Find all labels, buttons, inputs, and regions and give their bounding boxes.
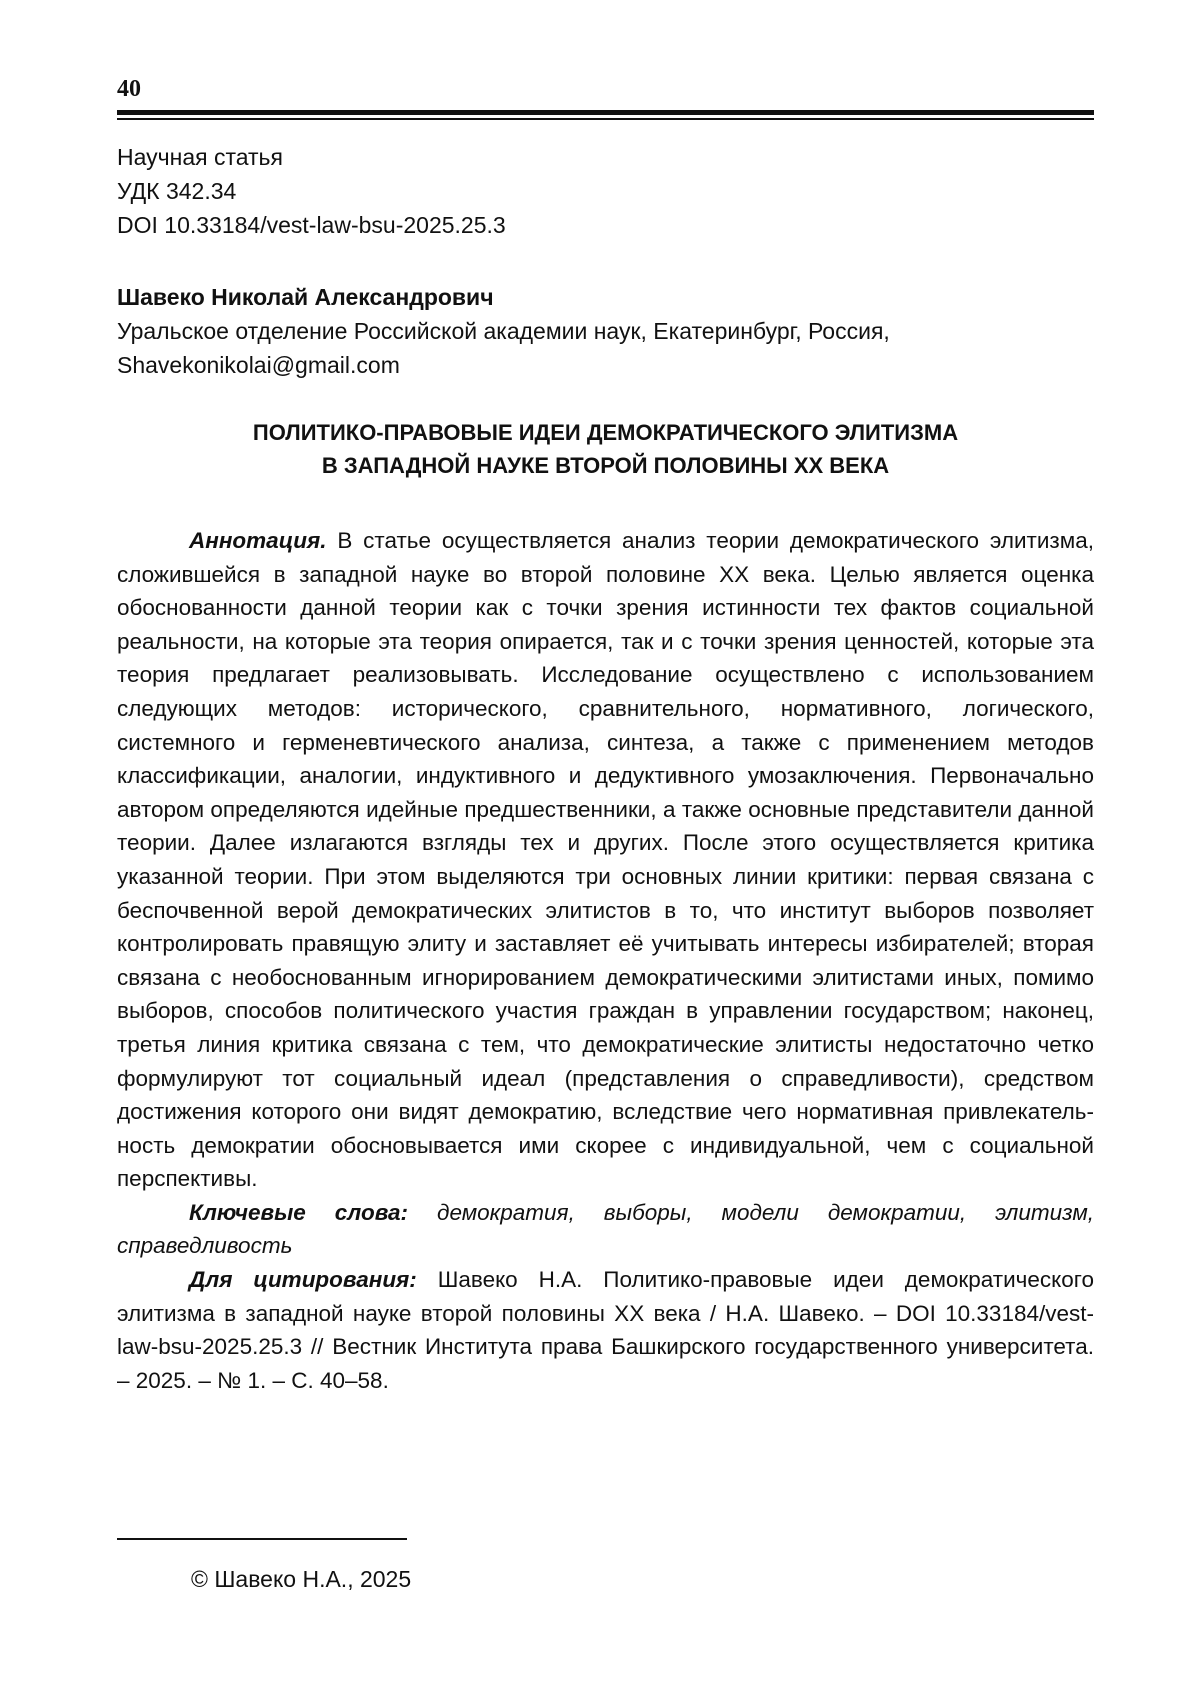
citation-text: Шавеко Н.А. Политико-правовые идеи демократического элитизма в западной науке второй половины XX века / Н.А. Шавеко. – DOI 10.33184/vest-law-bsu-2025.25.3 // Вестник Института права Башкирского государственного университета. – 2025. – № 1. – С. 40–58. bbox=[117, 1267, 1094, 1393]
keywords-text: демократия, выборы, модели демократии, элитизм, справедливость bbox=[117, 1199, 1095, 1259]
abstract-paragraph bbox=[117, 524, 1094, 1196]
udk-code: УДК 342.34 bbox=[117, 178, 237, 204]
author-name: Шавеко Николай Александрович bbox=[117, 284, 494, 310]
title-line-2: В ЗАПАДНОЙ НАУКЕ ВТОРОЙ ПОЛОВИНЫ XX ВЕКА bbox=[321, 453, 890, 478]
citation-paragraph bbox=[117, 1263, 1094, 1397]
abstract-text: В статье осуществляется анализ теории демократического элитизма, сложившейся в западной науке во второй половине XX века. Целью является оценка обоснованности данной теории как с точки зрения истинности тех фактов социальной реальности, на которые эта теория опирается, так и с точки зрения ценностей, которые эта теория предлагает реализовывать. Исследование осуществлено с использованием следующих методов: исторического, сравнительного, нормативного, логического, системного и герменевтического анализа, синтеза, а также с применением методов классификации, аналогии, индуктивного и дедуктивного умозаключения. Первоначально автором определяются идейные предшественники, а также основные представители данной теории. Далее излагаются взгляды тех и других. После этого осуществляется критика указанной теории. При этом выделяются три основных линии критики: первая связана с беспочвенной верой демократических элитистов в то, что институт выборов позволяет контролировать правящую элиту и заставляет её учитывать интересы избирателей; вторая связана с необоснованным игнорированием демократическими элитистами иных, помимо выборов, способов политического участия граждан в управлении государством; наконец, третья линия критика связана с тем, что демократические элитисты недостаточно четко формулируют тот социальный идеал (представления о справедливости), средством достижения которого они видят демократию, вследствие чего нормативная привлекательность демократии обосновывается ими скорее с индивидуальной, чем с социальной перспективы. bbox=[117, 528, 1094, 1192]
author-affiliation: Уральское отделение Российской академии наук, Екатеринбург, Россия, bbox=[117, 318, 890, 344]
doi: DOI 10.33184/vest-law-bsu-2025.25.3 bbox=[117, 212, 506, 238]
abstract-section bbox=[117, 524, 1094, 1397]
author-email: Shavekonikolai@gmail.com bbox=[117, 352, 400, 378]
page-number: 40 bbox=[117, 76, 141, 102]
footnote-rule bbox=[117, 1538, 407, 1540]
copyright-footnote: © Шавеко Н.А., 2025 bbox=[191, 1566, 412, 1592]
keywords-paragraph bbox=[117, 1196, 1094, 1263]
title-line-1: ПОЛИТИКО-ПРАВОВЫЕ ИДЕИ ДЕМОКРАТИЧЕСКОГО ЭЛИТИЗМА bbox=[252, 420, 959, 445]
citation-label: Для цитирования: bbox=[189, 1267, 417, 1293]
article-meta bbox=[117, 140, 506, 242]
keywords-label: Ключевые слова: bbox=[189, 1199, 409, 1225]
abstract-label: Аннотация. bbox=[189, 528, 327, 553]
header-rule-thick bbox=[117, 110, 1094, 115]
header-rule-thin bbox=[117, 118, 1094, 120]
article-type: Научная статья bbox=[117, 144, 283, 170]
article-title bbox=[117, 416, 1094, 482]
author-block bbox=[117, 280, 1094, 382]
